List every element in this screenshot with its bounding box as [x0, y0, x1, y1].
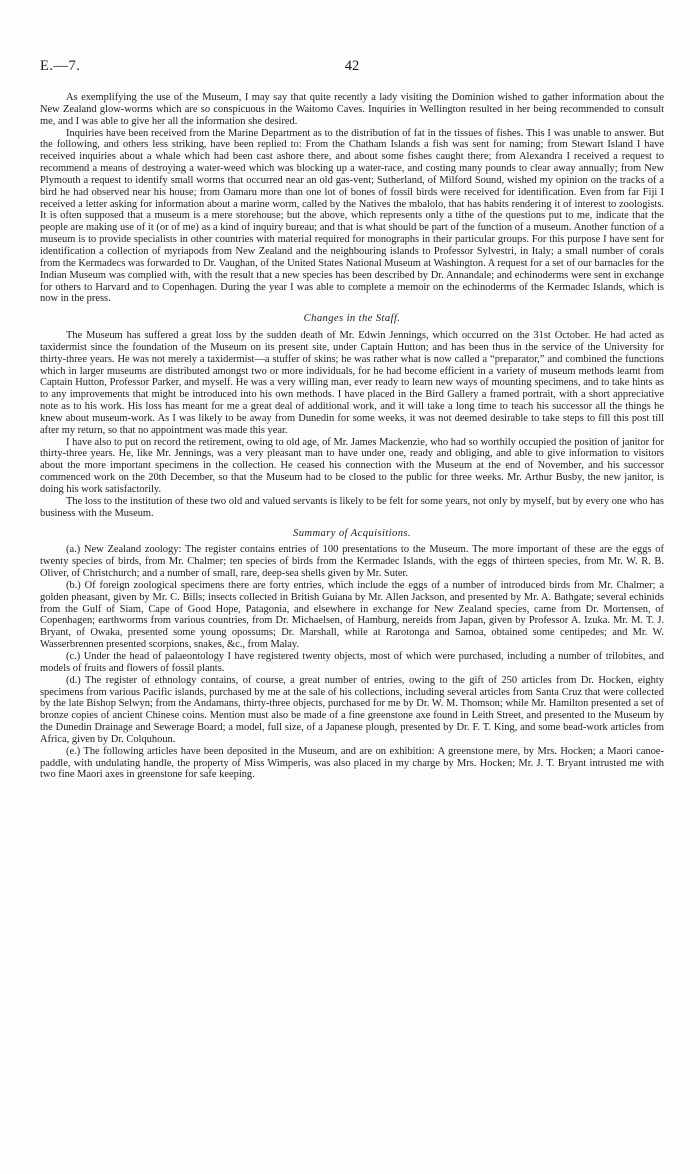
page-body: [40, 92, 664, 781]
paragraph-jennings: The Museum has suffered a great loss by the sudden death of Mr. Edwin Jennings, which occurred on the 31st October. He had acted as taxidermist since the foundation of the Museum on its present site, under Captain Hutton; and has been thus in the service of the University for thirty-three years. He was not merely a taxidermist—a stuffer of skins; he was rather what is now called a “preparator,” and combined the functions which in larger museums are distributed amongst two or more individuals, for he had become efficient in a variety of museum methods learnt from Captain Hutton, Professor Parker, and myself. He was a very willing man, ever ready to learn new ways of mounting specimens, and to take hints as to any improvements that might be introduced into his own methods. I have placed in the Bird Gallery a framed portrait, with a short appreciative note as to his work. His loss has meant for me a great deal of additional work, and it will take a long time to teach his successor all the things he knew about museum-work. As I was likely to be away from Dunedin for some weeks, it was not deemed desirable to take steps to fill this post till after my return, so that no appointment was made this year.: [40, 330, 664, 436]
paragraph-acq-e: (e.) The following articles have been deposited in the Museum, and are on exhibition: A greenstone mere, by Mrs. Hocken; a Maori canoe-paddle, with undulating handle, the property of Miss Wimperis, was also placed in my charge by Mrs. Hocken; Mr. J. T. Bryant intrusted me with two fine Maori axes in greenstone for safe keeping.: [40, 745, 664, 781]
heading-changes-in-staff: Changes in the Staff.: [303, 313, 401, 325]
paragraph-acq-b: (b.) Of foreign zoological specimens there are forty entries, which include the eggs of a number of introduced birds from Mr. Chalmer; a golden pheasant, given by Mr. C. Bills; insects collected in British Guiana by Mr. Allen Jackson, and presented by Mr. A. Bathgate; several echinids from the Gulf of Siam, Cape of Good Hope, Patagonia, and elsewhere in exchange for New Zealand species, came from Dr. Mortensen, of Copenhagen; earthworms from various countries, from Dr. Michaelsen, of Hamburg, nereids from Japan, given by Professor A. Izuka. Mr. M. T. J. Bryant, of Owaka, presented some young opossums; Dr. Marshall, while at Rarotonga and Samoa, obtained some centipedes; and Mr. W. Wasserbrennen presented scorpions, snakes, &c., from Malay.: [40, 579, 664, 651]
page-header: [40, 58, 664, 80]
paragraph-acq-d: (d.) The register of ethnology contains, of course, a great number of entries, owing to the gift of 250 articles from Dr. Hocken, eighty specimens from various Pacific islands, purchased by me at the sale of his collections, including several articles from Santa Cruz that were collected by the late Bishop Selwyn; from the Andamans, thirty-three objects, purchased for me by Dr. W. M. Thomson; while Mr. Hamilton presented a set of bronze copies of ancient Chinese coins. Mention must also be made of a fine greenstone axe found in Leith Street, and presented to the Museum by the Dunedin Drainage and Sewerage Board; a model, full size, of a Japanese plough, presented by Dr. F. T. King, and some bead-work articles from Africa, given by Dr. Colquhoun.: [40, 674, 664, 745]
heading-summary-of-acquisitions: Summary of Acquisitions.: [293, 527, 411, 539]
paragraph-acq-a: (a.) New Zealand zoology: The register contains entries of 100 presentations to the Museum. The more important of these are the eggs of twenty species of birds, from Mr. Chalmer; ten species of birds from the Kermadec Islands, with the eggs of thirteen species, from Mr. W. R. B. Oliver, of Christchurch; and a number of small, rare, deep-sea shells given by Mr. Suter.: [40, 544, 664, 580]
page-number: 42: [344, 58, 360, 74]
paragraph-acq-c: (c.) Under the head of palaeontology I have registered twenty objects, most of which were purchased, including a number of trilobites, and models of fruits and flowers of fossil plants.: [40, 650, 664, 674]
paragraph-loss: The loss to the institution of these two old and valued servants is likely to be felt for some years, not only by myself, but by every one who has business with the Museum.: [40, 495, 664, 519]
document-code: E.—7.: [40, 58, 81, 74]
paragraph-mackenzie: I have also to put on record the retirement, owing to old age, of Mr. James Mackenzie, who had so worthily occupied the position of janitor for thirty-three years. He, like Mr. Jennings, was a very pleasant man to have under one, ready and obliging, and able to give information to visitors about the more important specimens in the collection. He ceased his connection with the Museum at the end of November, and his successor commenced work on the 20th December, so that the Museum had to be closed to the public for three weeks. Mr. Arthur Busby, the new janitor, is doing his work satisfactorily.: [40, 436, 664, 495]
paragraph-inquiries: Inquiries have been received from the Marine Department as to the distribution of fat in the tissues of fishes. This I was unable to answer. But the following, and others less striking, have been replied to: From the Chatham Islands a fish was sent for naming; from Stewart Island I have received inquiries about a whale which had been cast ashore there, and about some fishes caught there; from Alexandra I received a request to recommend a means of destroying a water-weed which was blocking up a water-race, and costing many pounds to clear away annually; from New Plymouth a request to identify small worms that occurred near an old gas-vent; Sutherland, of Milford Sound, wished my opinion on the tracks of a bird he had observed near his house; from Oamaru more than one lot of bones of fossil birds were received for identification. Even from far Fiji I received a letter asking for information about a marine worm, called by the Natives the mbalolo, that has habits rendering it of interest to zoologists. It is often supposed that a museum is a mere storehouse; but the above, which represents only a tithe of the questions put to me, indicate that the people are making use of it (or of me) as a kind of inquiry bureau; and that is what should be part of the function of a museum. Another function of a museum is to provide specialists in other countries with material required for monographs in their particular groups. For this purpose I have sent for identification a collection of myriapods from New Zealand and the neighbouring islands to Professor Sylvestri, in Italy; a small number of corals from the Kermadecs was forwarded to Dr. Vaughan, of the United States National Museum at Washington. A request for a set of our barnacles for the Indian Museum was complied with, with the result that a new species has been described by Dr. Annandale; and echinoderms were sent in exchange for others to Harvard and to Copenhagen. During the year I was able to complete a memoir on the echinoderms of the Kermadec Islands, which is now in the press.: [40, 127, 664, 305]
paragraph-museum-use: As exemplifying the use of the Museum, I may say that quite recently a lady visiting the Dominion wished to gather information about the New Zealand glow-worms which are so conspicuous in the Waitomo Caves. Inquiries in Wellington resulted in her being recommended to consult me, and I was able to give her all the information she desired.: [40, 92, 664, 127]
